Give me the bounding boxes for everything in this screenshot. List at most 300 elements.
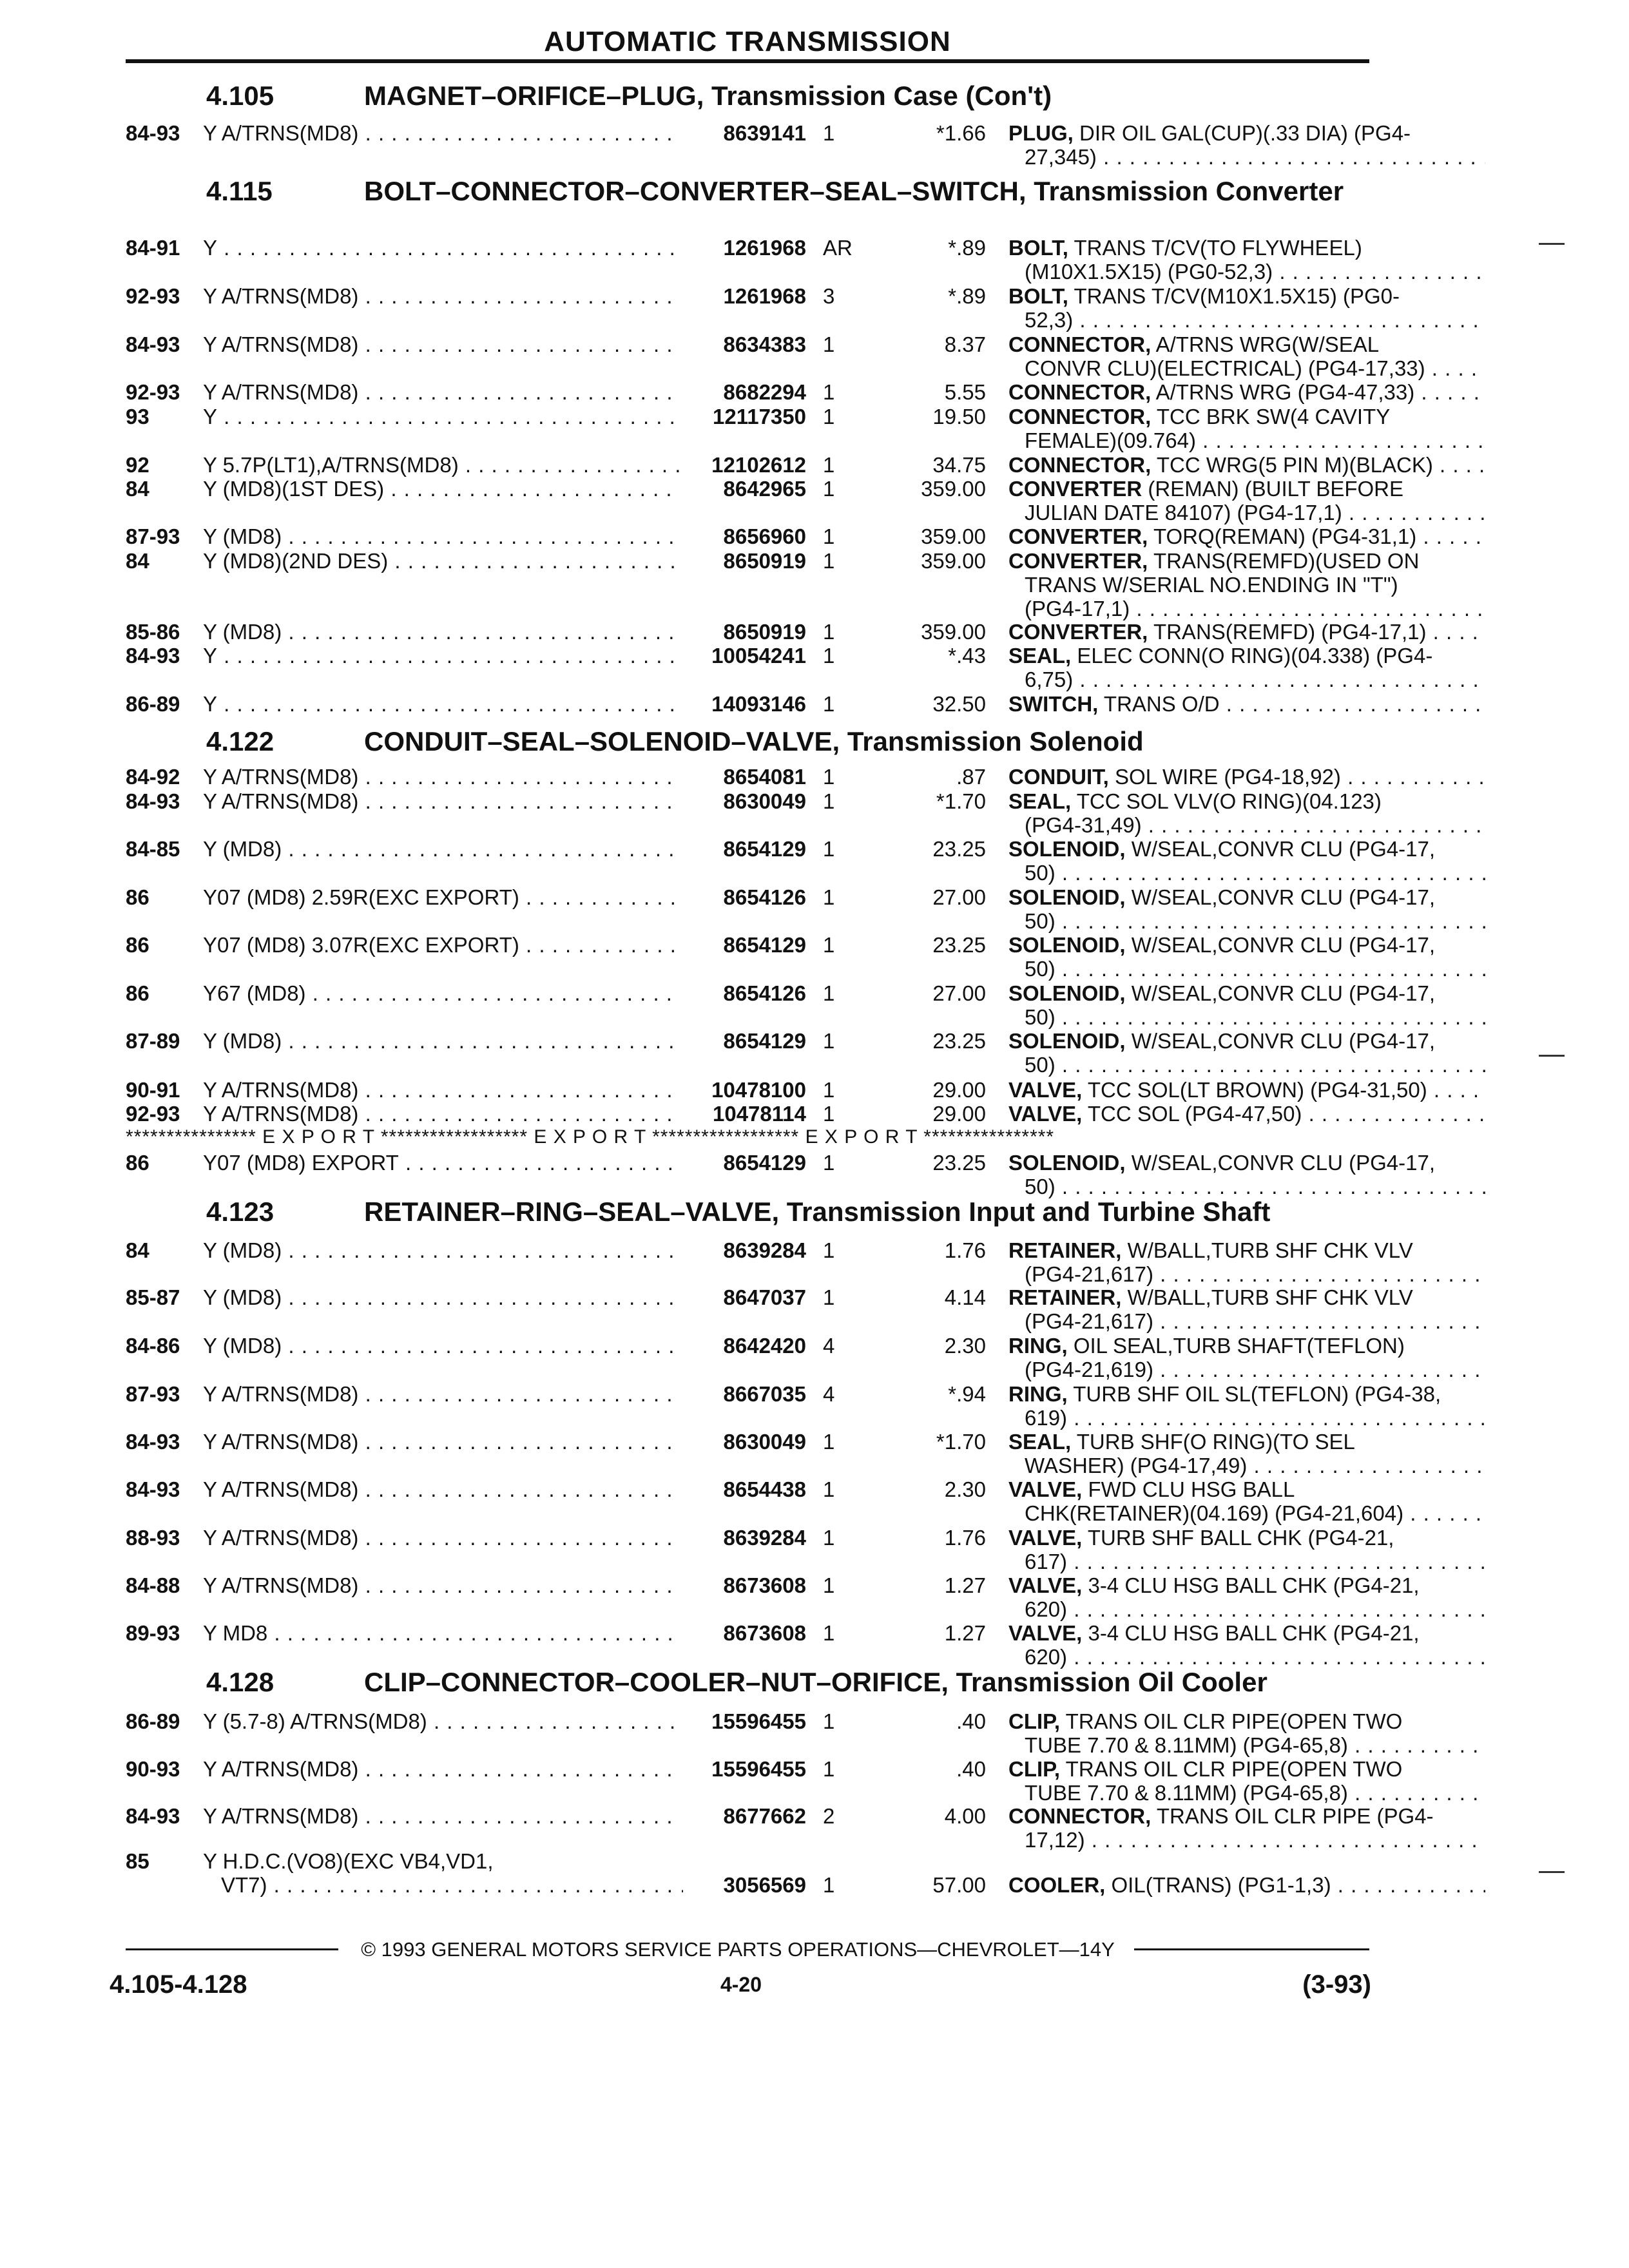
quantity: 1 — [823, 1477, 835, 1501]
price: 29.00 — [932, 1078, 986, 1102]
application: Y67 (MD8) . . . — [203, 981, 680, 1005]
quantity: 1 — [823, 549, 835, 573]
quantity: 1 — [823, 1709, 835, 1733]
quantity: 1 — [823, 1078, 835, 1102]
description-text: (PG4-21,617) — [1025, 1262, 1153, 1286]
footer-section-range: 4.105-4.128 — [110, 1970, 247, 1999]
model-years: 84-93 — [126, 1804, 180, 1828]
application: Y . . . — [203, 236, 680, 260]
description-keyword: CONNECTOR, — [1008, 1804, 1152, 1828]
description-text: TUBE 7.70 & 8.11MM) (PG4-65,8) — [1025, 1781, 1348, 1805]
part-number: 8677662 — [683, 1804, 806, 1828]
price: *.94 — [948, 1382, 986, 1406]
description-line — [1008, 1597, 1485, 1621]
section-title: CLIP–CONNECTOR–COOLER–NUT–ORIFICE, Transmission Oil Cooler — [364, 1667, 1268, 1697]
margin-mark — [1539, 1871, 1565, 1873]
description-line — [1008, 549, 1485, 573]
part-number: 8639141 — [683, 121, 806, 145]
quantity: 1 — [823, 332, 835, 356]
application: Y . . . — [203, 692, 680, 716]
description-line — [1008, 260, 1485, 284]
section-number: 4.122 — [206, 726, 275, 756]
application: Y (MD8) . . . — [203, 1334, 680, 1358]
part-number: 15596455 — [683, 1709, 806, 1733]
quantity: 1 — [823, 405, 835, 428]
description-text: 6,75) — [1025, 668, 1074, 691]
description — [1008, 933, 1485, 981]
quantity: 1 — [823, 1102, 835, 1126]
application: Y MD8 . . . — [203, 1621, 680, 1645]
description-line — [1008, 957, 1485, 981]
description-keyword: SEAL, — [1008, 789, 1072, 813]
price: 1.76 — [944, 1526, 986, 1550]
description-keyword: BOLT, — [1008, 284, 1068, 308]
description-text: 617) — [1025, 1550, 1068, 1573]
description-keyword: VALVE, — [1008, 1526, 1083, 1550]
description-text: TRANS OIL CLR PIPE (PG4- — [1156, 1804, 1434, 1828]
part-number: 10478114 — [683, 1102, 806, 1126]
section-title: MAGNET–ORIFICE–PLUG, Transmission Case (Con't) — [364, 81, 1052, 111]
model-years: 84-93 — [126, 1477, 180, 1501]
price: *.89 — [948, 284, 986, 308]
description-keyword: RETAINER, — [1008, 1238, 1122, 1262]
description-line — [1008, 909, 1485, 933]
application: Y A/TRNS(MD8) . . . — [203, 1078, 680, 1102]
application: Y A/TRNS(MD8) . . . — [203, 1804, 680, 1828]
model-years: 92 — [126, 453, 149, 477]
quantity: 1 — [823, 885, 835, 909]
description — [1008, 1526, 1485, 1573]
application: Y A/TRNS(MD8) . . . — [203, 380, 680, 404]
description-line — [1008, 620, 1485, 644]
description-line — [1008, 308, 1485, 332]
model-years: 89-93 — [126, 1621, 180, 1645]
section-number: 4.105 — [206, 81, 275, 111]
description-text: TRANS(REMFD) (PG4-17,1) — [1153, 620, 1427, 644]
price: *.43 — [948, 644, 986, 668]
application: Y A/TRNS(MD8) . . . — [203, 332, 680, 356]
description-line — [1008, 1501, 1485, 1525]
price: 4.00 — [944, 1804, 986, 1828]
part-number: 8630049 — [683, 1430, 806, 1454]
description-line — [1008, 861, 1485, 885]
part-number: 10478100 — [683, 1078, 806, 1102]
description-line — [1008, 1285, 1485, 1309]
part-number: 14093146 — [683, 692, 806, 716]
quantity: 1 — [823, 1151, 835, 1175]
description — [1008, 885, 1485, 933]
price: 359.00 — [921, 524, 986, 548]
export-banner: **************** E X P O R T ****************** E X P O R T ****************** E X P O R T **************** — [126, 1126, 1055, 1148]
section-number: 4.115 — [206, 176, 273, 206]
description-text: TRANS T/CV(TO FLYWHEEL) — [1074, 236, 1362, 260]
price: 359.00 — [921, 549, 986, 573]
description-keyword: CONVERTER, — [1008, 524, 1148, 548]
description-line — [1008, 236, 1485, 260]
description-line — [1008, 597, 1485, 620]
price: *.89 — [948, 236, 986, 260]
part-number: 10054241 — [683, 644, 806, 668]
model-years: 90-93 — [126, 1757, 180, 1781]
quantity: 1 — [823, 1238, 835, 1262]
price: 1.27 — [944, 1621, 986, 1645]
description-line — [1008, 1526, 1485, 1550]
description-line — [1008, 1828, 1485, 1852]
part-number: 8639284 — [683, 1238, 806, 1262]
application: Y A/TRNS(MD8) . . . — [203, 1573, 680, 1597]
model-years: 86 — [126, 885, 149, 909]
description-keyword: VALVE, — [1008, 1621, 1083, 1645]
description — [1008, 1238, 1485, 1286]
model-years: 84-85 — [126, 837, 180, 861]
model-years: 84-93 — [126, 121, 180, 145]
model-years: 84-93 — [126, 644, 180, 668]
application: Y07 (MD8) 3.07R(EXC EXPORT) . . . — [203, 933, 680, 957]
description-text: DIR OIL GAL(CUP)(.33 DIA) (PG4- — [1079, 121, 1411, 145]
description — [1008, 1382, 1485, 1430]
model-years: 84-92 — [126, 765, 180, 789]
description-text: 50) — [1025, 861, 1055, 885]
section-number: 4.128 — [206, 1667, 275, 1697]
description-text: W/SEAL,CONVR CLU (PG4-17, — [1131, 981, 1435, 1005]
price: *1.70 — [936, 1430, 986, 1454]
application: Y (MD8)(2ND DES) . . . — [203, 549, 680, 573]
price: .40 — [956, 1709, 986, 1733]
description — [1008, 1477, 1485, 1525]
description-keyword: CONDUIT, — [1008, 765, 1109, 789]
quantity: 1 — [823, 1621, 835, 1645]
description-text: A/TRNS WRG (PG4-47,33) — [1155, 380, 1415, 404]
description-keyword: COOLER, — [1008, 1873, 1106, 1897]
description — [1008, 1029, 1485, 1077]
application: Y A/TRNS(MD8) . . . — [203, 1757, 680, 1781]
description-line — [1008, 1645, 1485, 1669]
part-number: 12102612 — [683, 453, 806, 477]
description-keyword: CONNECTOR, — [1008, 405, 1152, 428]
application: Y A/TRNS(MD8) . . . — [203, 121, 680, 145]
description-keyword: CONNECTOR, — [1008, 380, 1152, 404]
description-keyword: RING, — [1008, 1382, 1068, 1406]
price: 27.00 — [932, 981, 986, 1005]
description-keyword: PLUG, — [1008, 121, 1074, 145]
model-years: 88-93 — [126, 1526, 180, 1550]
description-line — [1008, 1406, 1485, 1430]
description-line — [1008, 981, 1485, 1005]
model-years: 86 — [126, 933, 149, 957]
description — [1008, 765, 1485, 789]
description-line — [1008, 356, 1485, 380]
description-line — [1008, 1238, 1485, 1262]
description — [1008, 1804, 1485, 1852]
description-line — [1008, 837, 1485, 861]
model-years: 92-93 — [126, 1102, 180, 1126]
description-line — [1008, 1573, 1485, 1597]
price: 359.00 — [921, 620, 986, 644]
price: 32.50 — [932, 692, 986, 716]
description-text: TRANS O/D — [1103, 692, 1220, 716]
description — [1008, 236, 1485, 284]
model-years: 84 — [126, 477, 149, 501]
description-keyword: SOLENOID, — [1008, 933, 1126, 957]
quantity: 1 — [823, 789, 835, 813]
description — [1008, 692, 1485, 716]
description-line — [1008, 692, 1485, 716]
description-text: 50) — [1025, 1005, 1055, 1029]
part-number: 12117350 — [683, 405, 806, 428]
application: Y (MD8) . . . — [203, 524, 680, 548]
price: 23.25 — [932, 1151, 986, 1175]
description-line — [1008, 453, 1485, 477]
description-text: 50) — [1025, 957, 1055, 981]
description-line — [1008, 933, 1485, 957]
description — [1008, 1102, 1485, 1126]
part-number: 8654129 — [683, 1151, 806, 1175]
description-line — [1008, 1334, 1485, 1358]
application: Y07 (MD8) EXPORT . . . — [203, 1151, 680, 1175]
description-line — [1008, 1151, 1485, 1175]
price: 23.25 — [932, 1029, 986, 1053]
application: Y A/TRNS(MD8) . . . — [203, 1526, 680, 1550]
description-text: OIL(TRANS) (PG1-1,3) — [1111, 1873, 1331, 1897]
description-text: WASHER) (PG4-17,49) — [1025, 1454, 1248, 1477]
page-title: AUTOMATIC TRANSMISSION — [544, 26, 951, 57]
description-text: TUBE 7.70 & 8.11MM) (PG4-65,8) — [1025, 1733, 1348, 1757]
quantity: 2 — [823, 1804, 835, 1828]
part-number: 8639284 — [683, 1526, 806, 1550]
description-line — [1008, 121, 1485, 145]
description-text: 52,3) — [1025, 308, 1074, 332]
application: Y A/TRNS(MD8) . . . — [203, 765, 680, 789]
application-cont: VT7) . . . — [203, 1873, 698, 1897]
application: Y (MD8)(1ST DES) . . . — [203, 477, 680, 501]
quantity: 1 — [823, 524, 835, 548]
part-number: 8647037 — [683, 1285, 806, 1309]
quantity: 1 — [823, 1526, 835, 1550]
description-keyword: RETAINER, — [1008, 1285, 1122, 1309]
description-keyword: BOLT, — [1008, 236, 1068, 260]
description-line — [1008, 1430, 1485, 1454]
application: Y H.D.C.(VO8)(EXC VB4,VD1, — [203, 1849, 494, 1873]
model-years: 92-93 — [126, 380, 180, 404]
description — [1008, 1334, 1485, 1381]
price: 2.30 — [944, 1477, 986, 1501]
description-text: W/SEAL,CONVR CLU (PG4-17, — [1131, 837, 1435, 861]
quantity: 1 — [823, 620, 835, 644]
description-text: (PG4-21,617) — [1025, 1309, 1153, 1333]
quantity: 1 — [823, 692, 835, 716]
description-text: 50) — [1025, 1053, 1055, 1077]
footer-page-number: 4-20 — [720, 1973, 762, 1996]
description-line — [1008, 1029, 1485, 1053]
footer-copyright: © 1993 GENERAL MOTORS SERVICE PARTS OPERATIONS—CHEVROLET—14Y — [361, 1938, 1115, 1961]
description-text: TURB SHF OIL SL(TEFLON) (PG4-38, — [1073, 1382, 1441, 1406]
part-number: 8654081 — [683, 765, 806, 789]
description-line — [1008, 1309, 1485, 1333]
application: Y A/TRNS(MD8) . . . — [203, 1430, 680, 1454]
price: 29.00 — [932, 1102, 986, 1126]
description-text: (M10X1.5X15) (PG0-52,3) — [1025, 260, 1273, 284]
quantity: 1 — [823, 453, 835, 477]
price: 23.25 — [932, 933, 986, 957]
description-keyword: SEAL, — [1008, 1430, 1072, 1454]
price: 5.55 — [944, 380, 986, 404]
quantity: 1 — [823, 644, 835, 668]
description-text: W/BALL,TURB SHF CHK VLV — [1127, 1285, 1413, 1309]
model-years: 84-91 — [126, 236, 180, 260]
description-text: TRANS OIL CLR PIPE(OPEN TWO — [1065, 1757, 1403, 1781]
description-text: W/SEAL,CONVR CLU (PG4-17, — [1131, 933, 1435, 957]
quantity: AR — [823, 236, 853, 260]
description-keyword: CONVERTER — [1008, 477, 1142, 501]
description-keyword: CONNECTOR, — [1008, 453, 1152, 477]
description-text: 620) — [1025, 1645, 1068, 1669]
quantity: 1 — [823, 981, 835, 1005]
description — [1008, 1430, 1485, 1477]
quantity: 1 — [823, 765, 835, 789]
description-line — [1008, 428, 1485, 452]
model-years: 86-89 — [126, 1709, 180, 1733]
description-line — [1008, 1175, 1485, 1198]
model-years: 84-88 — [126, 1573, 180, 1597]
price: 4.14 — [944, 1285, 986, 1309]
description-line — [1008, 501, 1485, 524]
description-line — [1008, 1454, 1485, 1477]
description-line — [1008, 1873, 1485, 1897]
quantity: 4 — [823, 1334, 835, 1358]
part-number: 3056569 — [683, 1873, 806, 1897]
description-line — [1008, 1621, 1485, 1645]
part-number: 8634383 — [683, 332, 806, 356]
description-line — [1008, 1804, 1485, 1828]
description — [1008, 1285, 1485, 1333]
price: 27.00 — [932, 885, 986, 909]
description-keyword: CONNECTOR, — [1008, 332, 1152, 356]
description-line — [1008, 1102, 1485, 1126]
description — [1008, 1573, 1485, 1621]
margin-mark — [1539, 1055, 1565, 1057]
part-number: 8654126 — [683, 981, 806, 1005]
description-keyword: VALVE, — [1008, 1102, 1083, 1126]
quantity: 1 — [823, 380, 835, 404]
model-years: 85-86 — [126, 620, 180, 644]
description — [1008, 1709, 1485, 1757]
price: 1.27 — [944, 1573, 986, 1597]
quantity: 3 — [823, 284, 835, 308]
part-number: 1261968 — [683, 236, 806, 260]
description-keyword: VALVE, — [1008, 1078, 1083, 1102]
description-line — [1008, 1477, 1485, 1501]
description-text: 50) — [1025, 909, 1055, 933]
description-keyword: SOLENOID, — [1008, 981, 1126, 1005]
description-line — [1008, 813, 1485, 837]
part-number: 8630049 — [683, 789, 806, 813]
description-keyword: SOLENOID, — [1008, 1151, 1126, 1175]
quantity: 1 — [823, 1873, 835, 1897]
description — [1008, 284, 1485, 332]
part-number: 8654129 — [683, 1029, 806, 1053]
description-text: 620) — [1025, 1597, 1068, 1621]
description-text: 50) — [1025, 1175, 1055, 1198]
quantity: 1 — [823, 1430, 835, 1454]
model-years: 93 — [126, 405, 149, 428]
description-line — [1008, 765, 1485, 789]
description-line — [1008, 789, 1485, 813]
application: Y A/TRNS(MD8) . . . — [203, 1102, 680, 1126]
description-keyword: VALVE, — [1008, 1477, 1083, 1501]
description-keyword: SOLENOID, — [1008, 885, 1126, 909]
description-text: TRANS OIL CLR PIPE(OPEN TWO — [1065, 1709, 1403, 1733]
price: 34.75 — [932, 453, 986, 477]
quantity: 1 — [823, 1029, 835, 1053]
section-title: CONDUIT–SEAL–SOLENOID–VALVE, Transmission Solenoid — [364, 726, 1144, 756]
application: Y . . . — [203, 644, 680, 668]
description-text: TCC SOL VLV(O RING)(04.123) — [1076, 789, 1382, 813]
part-number: 8654129 — [683, 933, 806, 957]
description-line — [1008, 477, 1485, 501]
description-line — [1008, 1709, 1485, 1733]
description-line — [1008, 1781, 1485, 1805]
description — [1008, 644, 1485, 691]
description-line — [1008, 1262, 1485, 1286]
description-text: (PG4-31,49) — [1025, 813, 1142, 837]
description-line — [1008, 573, 1485, 597]
description-keyword: SOLENOID, — [1008, 837, 1126, 861]
price: *1.66 — [936, 121, 986, 145]
model-years: 86-89 — [126, 692, 180, 716]
footer-date-code: (3-93) — [1302, 1970, 1371, 1999]
model-years: 92-93 — [126, 284, 180, 308]
description — [1008, 524, 1485, 548]
description-text: FWD CLU HSG BALL — [1088, 1477, 1295, 1501]
description-text: 3-4 CLU HSG BALL CHK (PG4-21, — [1088, 1621, 1420, 1645]
application: Y (MD8) . . . — [203, 620, 680, 644]
description-text: TURB SHF BALL CHK (PG4-21, — [1087, 1526, 1394, 1550]
description-text: ELEC CONN(O RING)(04.338) (PG4- — [1077, 644, 1433, 668]
description-line — [1008, 1733, 1485, 1757]
description-text: W/BALL,TURB SHF CHK VLV — [1127, 1238, 1413, 1262]
price: 23.25 — [932, 837, 986, 861]
description — [1008, 981, 1485, 1029]
application: Y A/TRNS(MD8) . . . — [203, 284, 680, 308]
price: 1.76 — [944, 1238, 986, 1262]
description-text: W/SEAL,CONVR CLU (PG4-17, — [1131, 1151, 1435, 1175]
application: Y (MD8) . . . — [203, 1238, 680, 1262]
description-text: TCC SOL(LT BROWN) (PG4-31,50) — [1087, 1078, 1427, 1102]
description-text: (PG4-17,1) — [1025, 597, 1130, 620]
description-text: 17,12) — [1025, 1828, 1085, 1852]
description — [1008, 1151, 1485, 1198]
description — [1008, 1873, 1485, 1897]
description-keyword: VALVE, — [1008, 1573, 1083, 1597]
description-line — [1008, 1358, 1485, 1381]
description-text: (REMAN) (BUILT BEFORE — [1148, 477, 1404, 501]
application: Y (MD8) . . . — [203, 1029, 680, 1053]
description-line — [1008, 1005, 1485, 1029]
section-title: RETAINER–RING–SEAL–VALVE, Transmission Input and Turbine Shaft — [364, 1196, 1271, 1227]
quantity: 1 — [823, 1285, 835, 1309]
description-line — [1008, 644, 1485, 668]
quantity: 4 — [823, 1382, 835, 1406]
description-text: FEMALE)(09.764) — [1025, 428, 1196, 452]
application: Y (MD8) . . . — [203, 837, 680, 861]
description-keyword: SWITCH, — [1008, 692, 1099, 716]
description-keyword: SEAL, — [1008, 644, 1072, 668]
price: .40 — [956, 1757, 986, 1781]
part-number: 1261968 — [683, 284, 806, 308]
application: Y 5.7P(LT1),A/TRNS(MD8) . . . — [203, 453, 680, 477]
model-years: 90-91 — [126, 1078, 180, 1102]
quantity: 1 — [823, 837, 835, 861]
